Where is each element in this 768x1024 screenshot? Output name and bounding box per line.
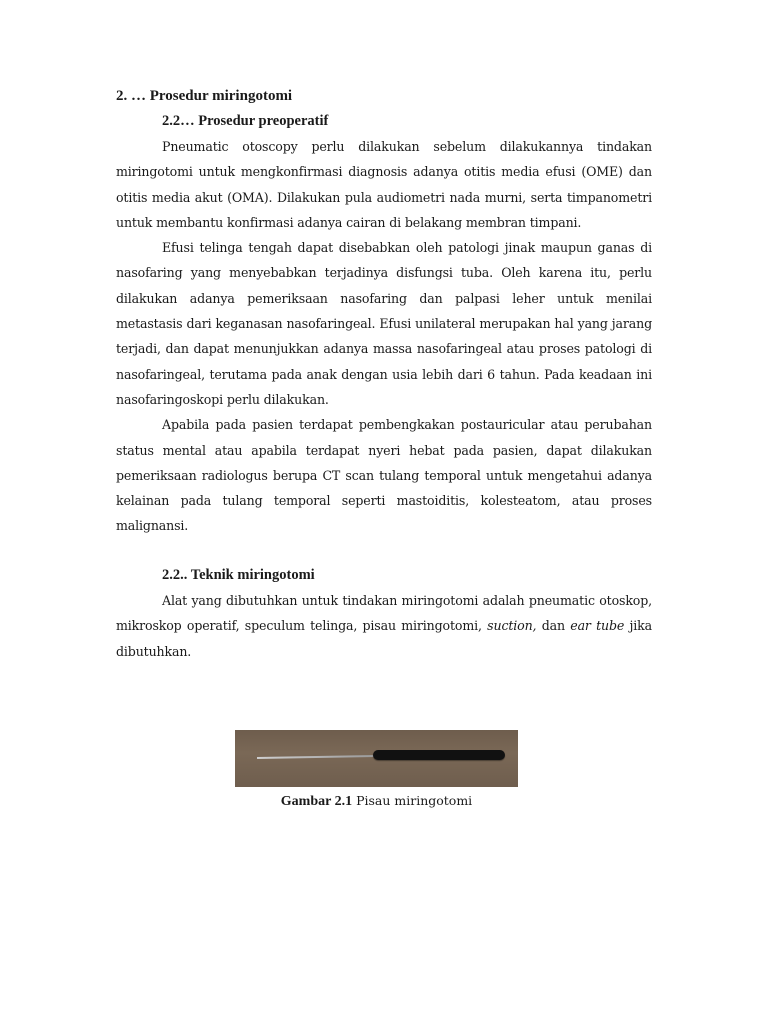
section-heading-teknik: 2.2.. Teknik miringotomi	[162, 567, 315, 583]
paragraph-text: jika dibutuhkan.	[116, 618, 652, 659]
figure-label: Gambar 2.1	[280, 794, 353, 809]
section-teknik-body	[116, 588, 652, 664]
knife-blade	[257, 755, 375, 759]
paragraph	[116, 588, 652, 664]
italic-term-ear-tube: ear tube	[570, 618, 625, 634]
paragraph-text: Alat yang dibutuhkan untuk tindakan miringotomi adalah pneumatic otoskop, mikroskop operatif, speculum telinga, pisau miringotomi,	[116, 593, 652, 634]
figure-caption-text: Pisau miringotomi	[352, 793, 473, 808]
italic-term-suction: suction,	[487, 618, 537, 634]
section-heading-preoperatif: 2.2… Prosedur preoperatif	[162, 113, 329, 129]
figure-caption	[235, 792, 518, 811]
main-heading: 2. … Prosedur miringotomi	[116, 88, 293, 104]
section-preoperatif-body	[116, 134, 652, 539]
paragraph-text: dan	[536, 618, 571, 634]
knife-handle	[373, 750, 505, 760]
paragraph: Pneumatic otoscopy perlu dilakukan sebelum dilakukannya tindakan miringotomi untuk mengkonfirmasi diagnosis adanya otitis media efusi (OME) dan otitis media akut (OMA). Dilakukan pula audiometri nada murni, serta timpanometri untuk membantu konfirmasi adanya cairan di belakang membran timpani.	[116, 139, 652, 230]
figure-image-myringotomy-knife	[235, 730, 518, 787]
paragraph: Efusi telinga tengah dapat disebabkan oleh patologi jinak maupun ganas di nasofaring yang menyebabkan terjadinya disfungsi tuba. Oleh karena itu, perlu dilakukan adanya pemeriksaan nasofaring dan palpasi leher untuk menilai metastasis dari keganasan nasofaringeal. Efusi unilateral merupakan hal yang jarang terjadi, dan dapat menunjukkan adanya massa nasofaringeal atau proses patologi di nasofaringeal, terutama pada anak dengan usia lebih dari 6 tahun. Pada keadaan ini nasofaringoskopi perlu dilakukan.	[116, 240, 652, 407]
paragraph: Apabila pada pasien terdapat pembengkakan postauricular atau perubahan status mental atau apabila terdapat nyeri hebat pada pasien, dapat dilakukan pemeriksaan radiologus berupa CT scan tulang temporal untuk mengetahui adanya kelainan pada tulang temporal seperti mastoiditis, kolesteatom, atau proses malignansi.	[116, 417, 652, 534]
